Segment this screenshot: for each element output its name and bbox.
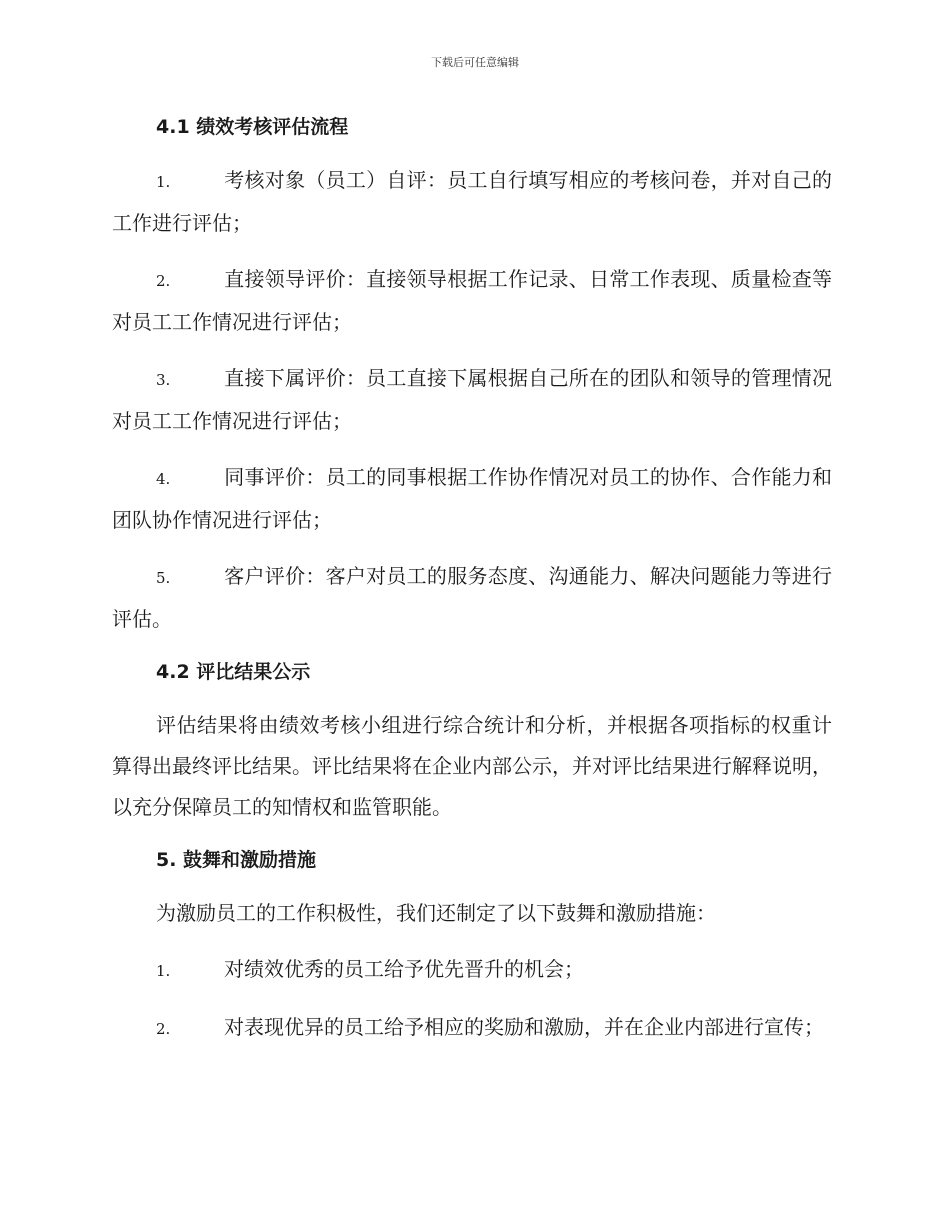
list-text: 考核对象（员工）自评：员工自行填写相应的考核问卷，并对自己的工作进行评估； [112,168,832,235]
list-item [112,358,832,442]
list-text: 同事评价：员工的同事根据工作协作情况对员工的协作、合作能力和团队协作情况进行评估； [112,465,832,532]
list-number: 3. [156,371,171,389]
list-text: 直接领导评价：直接领导根据工作记录、日常工作表现、质量检查等对员工工作情况进行评估； [112,267,832,334]
section-4-2-paragraph: 评估结果将由绩效考核小组进行综合统计和分析，并根据各项指标的权重计算得出最终评比结果。评比结果将在企业内部公示，并对评比结果进行解释说明，以充分保障员工的知情权和监管职能。 [112,713,832,819]
list-text: 对绩效优秀的员工给予优先晋升的机会； [224,957,584,981]
header-note: 下载后可任意编辑 [431,56,519,69]
list-item [112,160,832,244]
list-number: 2. [156,1020,171,1038]
section-4-1-heading: 4.1 绩效考核评估流程 [156,116,349,138]
list-number: 5. [156,569,171,587]
list-item [112,949,832,992]
list-text: 对表现优异的员工给予相应的奖励和激励，并在企业内部进行宣传； [224,1015,824,1039]
list-number: 4. [156,470,171,488]
list-item [112,556,832,640]
document-body [112,110,832,1065]
section-5-intro: 为激励员工的工作积极性，我们还制定了以下鼓舞和激励措施： [156,901,716,925]
list-number: 1. [156,962,171,980]
section-4-2-heading: 4.2 评比结果公示 [156,661,311,683]
list-text: 直接下属评价：员工直接下属根据自己所在的团队和领导的管理情况对员工工作情况进行评估； [112,366,832,433]
list-text: 客户评价：客户对员工的服务态度、沟通能力、解决问题能力等进行评估。 [112,564,832,631]
list-number: 2. [156,272,171,290]
list-number: 1. [156,173,171,191]
list-item [112,259,832,343]
section-5-heading: 5. 鼓舞和激励措施 [156,849,317,871]
list-item [112,1007,832,1050]
list-item [112,457,832,541]
